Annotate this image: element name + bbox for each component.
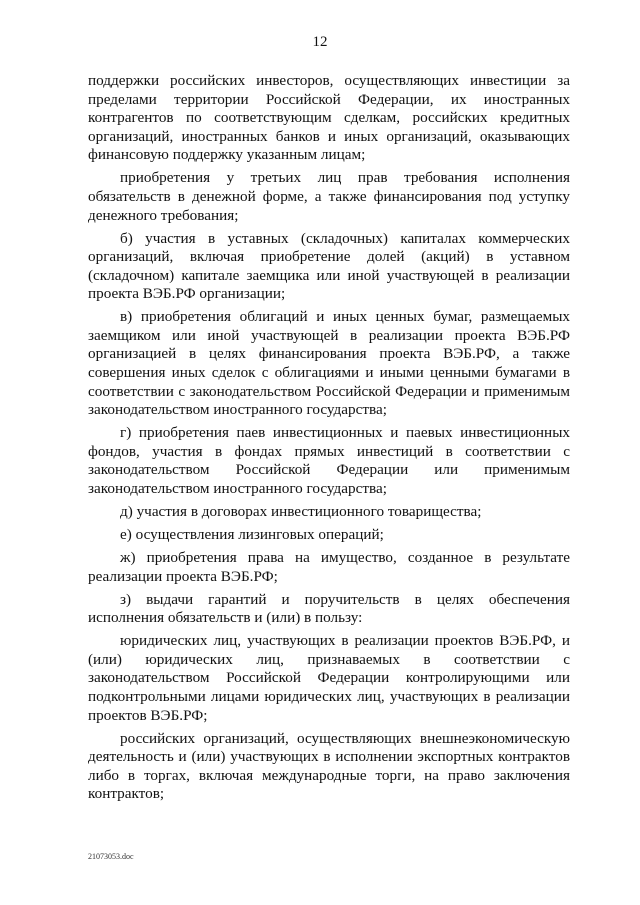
paragraph: российских организаций, осуществляющих внешнеэкономическую деятельность и (или) участвующих в исполнении экспортных контрактов либо в торгах, включая международные торги, на право заключения контрактов; — [88, 729, 570, 803]
paragraph: д) участия в договорах инвестиционного товарищества; — [120, 503, 482, 521]
paragraph: ж) приобретения права на имущество, созданное в результате реализации проекта ВЭБ.РФ; — [88, 548, 570, 585]
document-body — [88, 72, 570, 808]
document-code-footer: 21073053.doc — [88, 852, 134, 861]
paragraph: б) участия в уставных (складочных) капиталах коммерческих организаций, включая приобретение долей (акций) в уставном (складочном) капитале заемщика или иной участвующей в реализации проекта ВЭБ.РФ организации; — [88, 229, 570, 303]
page-number: 12 — [312, 34, 328, 50]
paragraph: поддержки российских инвесторов, осуществляющих инвестиции за пределами территории Российской Федерации, их иностранных контрагентов по соответствующим сделкам, российских кредитных организаций, иностранных банков и иных организаций, оказывающих финансовую поддержку указанным лицам; — [88, 72, 570, 164]
paragraph: е) осуществления лизинговых операций; — [120, 526, 384, 543]
paragraph: юридических лиц, участвующих в реализации проектов ВЭБ.РФ, и (или) юридических лиц, признаваемых в соответствии с законодательством Российской Федерации контролирующими или подконтрольными лицами юридических лиц, участвующих в реализации проектов ВЭБ.РФ; — [88, 632, 570, 724]
paragraph: приобретения у третьих лиц прав требования исполнения обязательств в денежной форме, а также финансирования под уступку денежного требования; — [88, 169, 570, 224]
paragraph: в) приобретения облигаций и иных ценных бумаг, размещаемых заемщиком или иной участвующей в реализации проекта ВЭБ.РФ организацией в целях финансирования проекта ВЭБ.РФ, а также совершения иных сделок с облигациями и иными ценными бумагами в соответствии с законодательством Российской Федерации и применимым законодательством иностранного государства; — [88, 308, 570, 419]
paragraph: з) выдачи гарантий и поручительств в целях обеспечения исполнения обязательств и (или) в пользу: — [88, 590, 570, 627]
paragraph: г) приобретения паев инвестиционных и паевых инвестиционных фондов, участия в фондах прямых инвестиций в соответствии с законодательством Российской Федерации или применимым законодательством иностранного государства; — [88, 424, 570, 498]
